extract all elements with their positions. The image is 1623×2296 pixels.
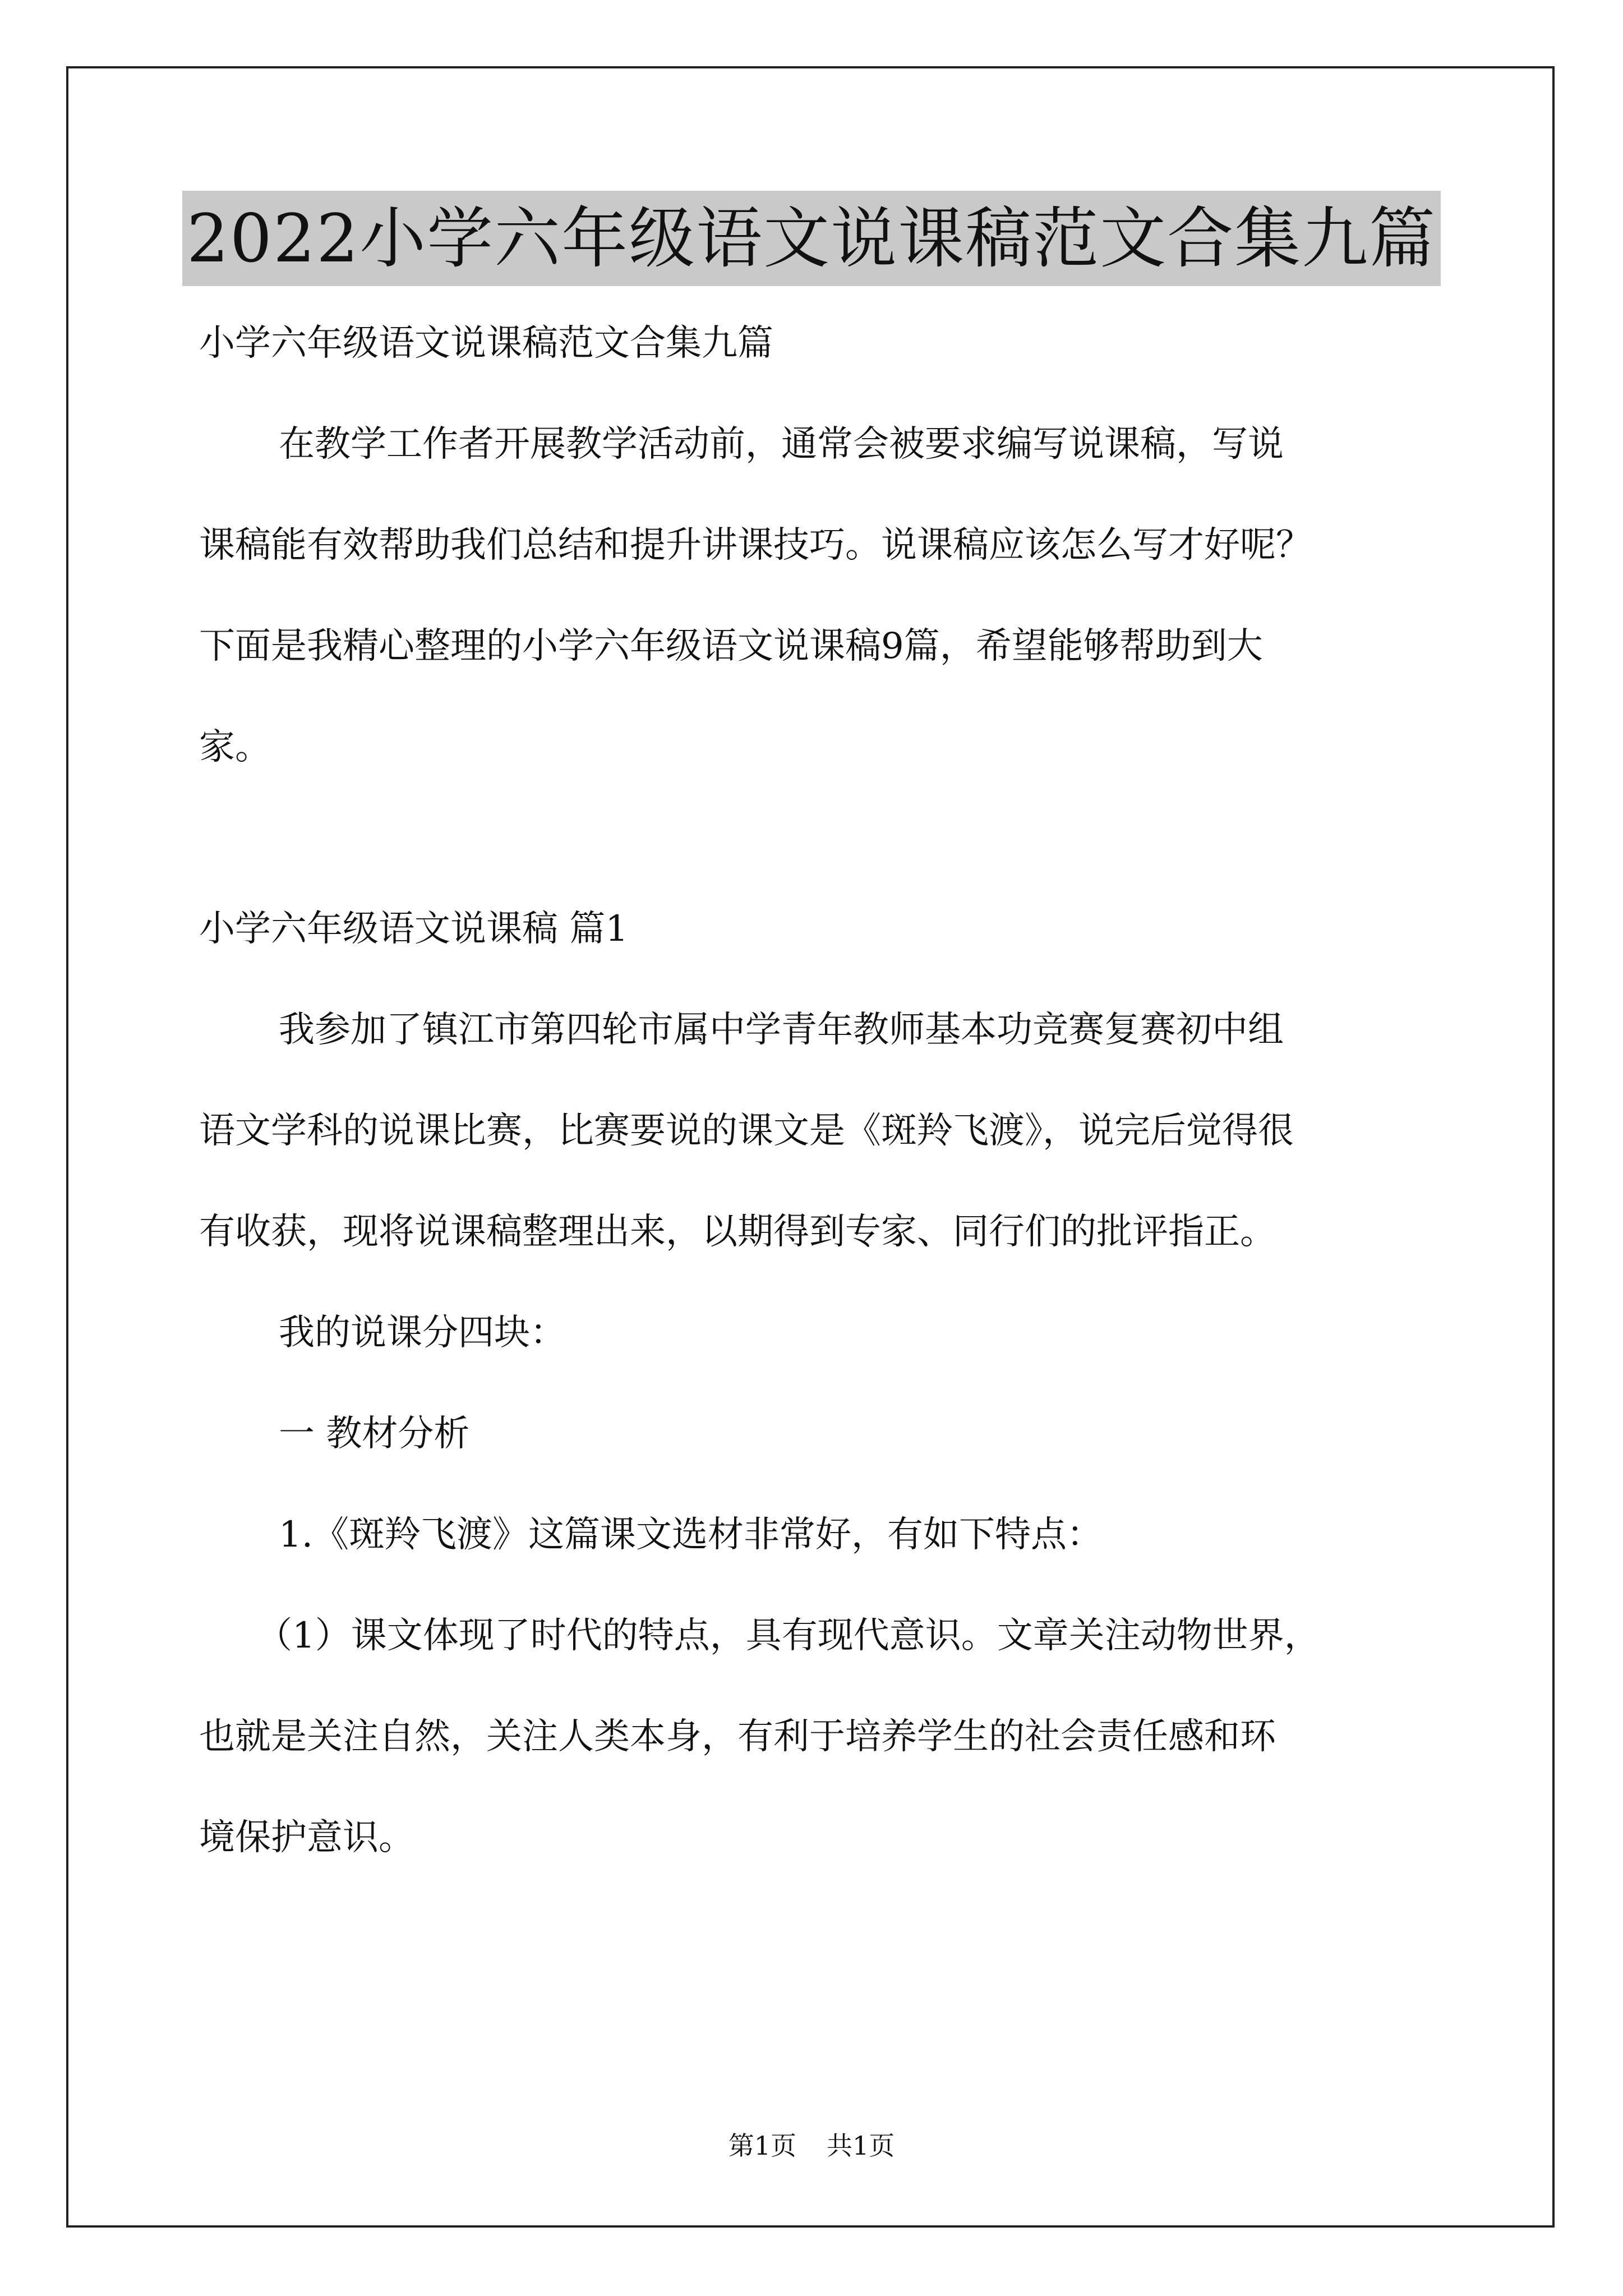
paragraph-line: 我参加了镇江市第四轮市属中学青年教师基本功竞赛复赛初中组 bbox=[279, 1009, 1284, 1051]
section-label: 一 教材分析 bbox=[279, 1413, 470, 1455]
page-number: 第1页 bbox=[728, 2131, 796, 2161]
paragraph-line: 也就是关注自然，关注人类本身，有利于培养学生的社会责任感和环 bbox=[199, 1716, 1276, 1757]
paragraph-line: 我的说课分四块： bbox=[279, 1312, 566, 1354]
intro-line: 下面是我精心整理的小学六年级语文说课稿9篇，希望能够帮助到大 bbox=[199, 625, 1263, 667]
paragraph-line: 境保护意识。 bbox=[199, 1817, 414, 1858]
intro-line: 课稿能有效帮助我们总结和提升讲课技巧。说课稿应该怎么写才好呢？ bbox=[199, 524, 1312, 566]
paragraph-line: 语文学科的说课比赛，比赛要说的课文是《斑羚飞渡》，说完后觉得很 bbox=[199, 1110, 1294, 1152]
intro-line: 家。 bbox=[199, 726, 271, 768]
subtitle: 小学六年级语文说课稿范文合集九篇 bbox=[199, 323, 773, 364]
document-title: 2022小学六年级语文说课稿范文合集九篇 bbox=[182, 191, 1441, 286]
page-total: 共1页 bbox=[827, 2131, 895, 2161]
document-body bbox=[199, 314, 1427, 1867]
section-heading: 小学六年级语文说课稿 篇1 bbox=[199, 908, 629, 950]
paragraph-line: （1）课文体现了时代的特点，具有现代意识。文章关注动物世界， bbox=[256, 1615, 1320, 1657]
page-footer bbox=[0, 2129, 1623, 2162]
paragraph-line: 1.《斑羚飞渡》这篇课文选材非常好，有如下特点： bbox=[279, 1514, 1103, 1556]
intro-line: 在教学工作者开展教学活动前，通常会被要求编写说课稿，写说 bbox=[279, 424, 1284, 465]
title-wrap bbox=[0, 191, 1623, 286]
paragraph-line: 有收获，现将说课稿整理出来，以期得到专家、同行们的批评指正。 bbox=[199, 1211, 1276, 1253]
